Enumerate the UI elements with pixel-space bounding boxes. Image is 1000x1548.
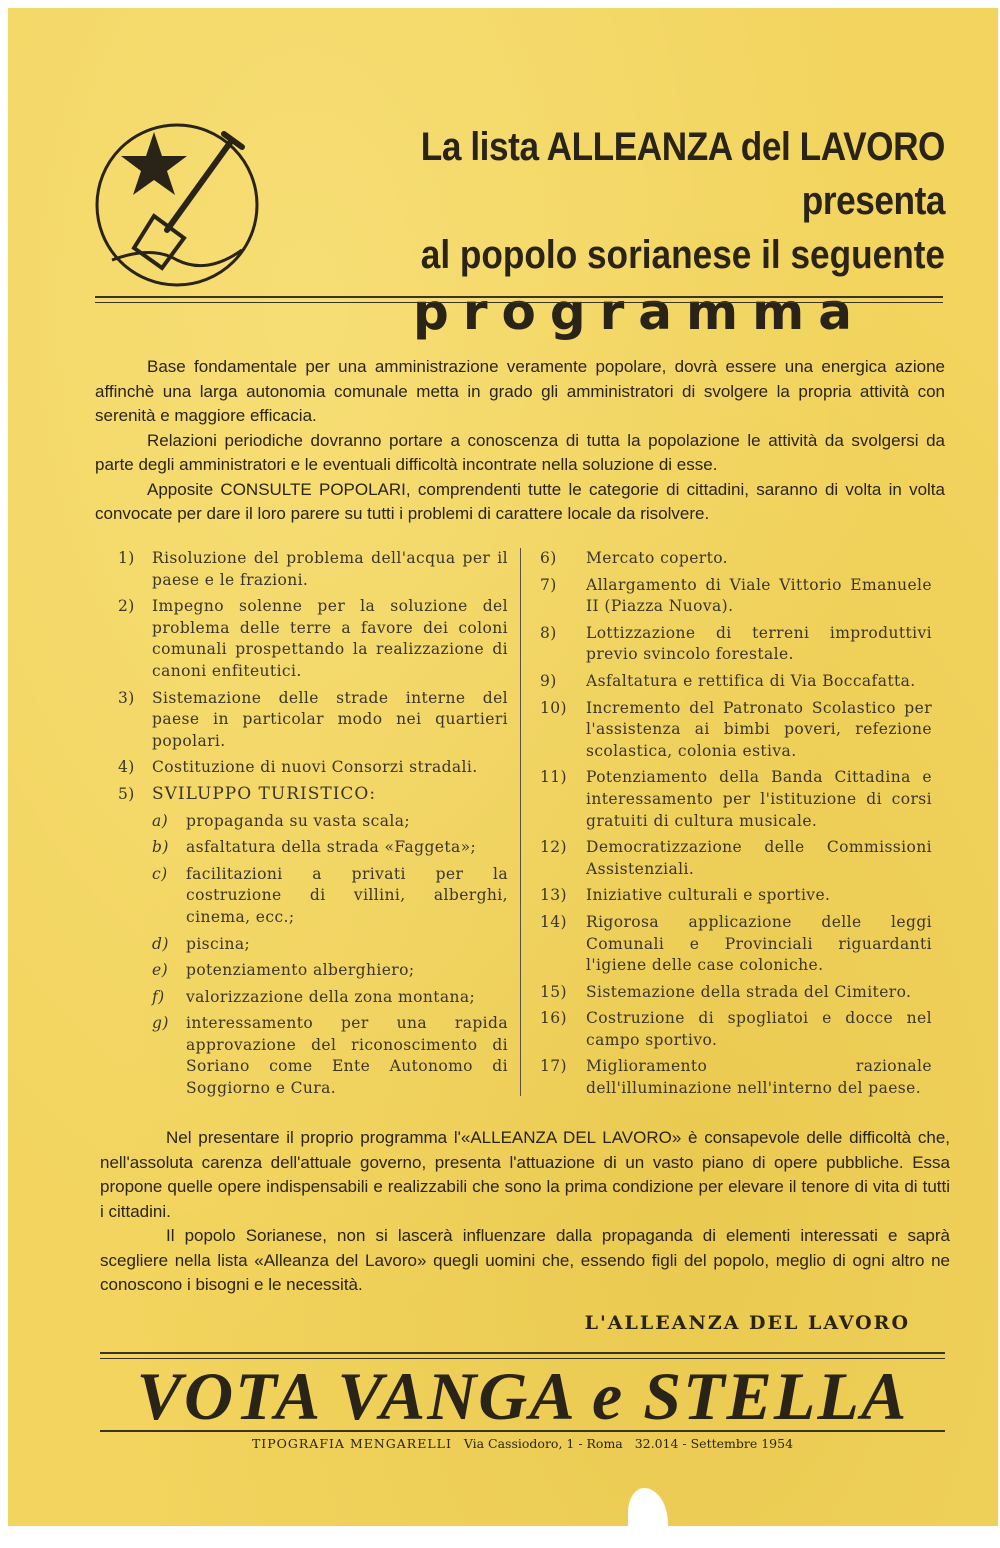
item-text: Incremento del Patronato Scolastico per l'assistenza ai bimbi poveri, refezione scolastica, colonia estiva. <box>586 698 932 760</box>
printer-imprint: TIPOGRAFIA MENGARELLI Via Cassiodoro, 1 - Roma 32.014 - Settembre 1954 <box>251 1436 794 1451</box>
item-text: Miglioramento razionale dell'illuminazione nell'interno del paese. <box>586 1057 932 1098</box>
item-text: Sistemazione delle strade interne del paese in particolar modo nei quartieri popolari. <box>152 688 508 750</box>
program-item <box>540 698 932 763</box>
program-item <box>540 548 932 570</box>
subitem-letter: b) <box>152 838 169 857</box>
program-item <box>540 837 932 880</box>
subitem-text: potenziamento alberghiero; <box>186 961 415 980</box>
header-divider <box>95 296 943 303</box>
item-text: SVILUPPO TURISTICO: <box>152 783 377 804</box>
program-item <box>118 596 508 682</box>
intro-paragraph: Relazioni periodiche dovranno portare a conoscenza di tutta la popolazione le attività da svolgersi da parte degli amministratori e le eventuali difficoltà incontrate nella soluzione di esse. <box>95 430 945 474</box>
column-divider <box>520 548 521 1096</box>
program-item <box>540 982 932 1004</box>
program-item <box>540 1008 932 1051</box>
headline-line-2: al popolo sorianese il seguente <box>420 233 945 277</box>
item-number: 6) <box>540 549 557 567</box>
item-number: 3) <box>118 688 135 707</box>
item-number: 10) <box>540 698 567 717</box>
headline <box>260 120 945 342</box>
item-number: 4) <box>118 758 135 777</box>
program-item <box>118 784 508 806</box>
program-item <box>540 1056 932 1099</box>
item-number: 17) <box>540 1057 567 1076</box>
printer-name: TIPOGRAFIA MENGARELLI <box>251 1436 452 1451</box>
intro-paragraph: Base fondamentale per una amministrazione veramente popolare, dovrà essere una energica azione affinchè una larga autonomia comunale metta in grado gli amministratori di svolgere la propria attività con serenità e maggiore efficacia. <box>95 357 945 425</box>
intro-paragraph: Apposite CONSULTE POPOLARI, comprendenti tutte le categorie di cittadini, saranno di volta in volta convocate per dare il loro parere su tutti i problemi di carattere locale da risolvere. <box>95 479 945 523</box>
signature: L'ALLEANZA DEL LAVORO <box>584 1312 910 1334</box>
item-number: 2) <box>118 597 135 616</box>
item-text: Potenziamento della Banda Cittadina e interessamento per l'istituzione di corsi gratuiti di cultura musicale. <box>586 768 932 830</box>
printer-number: 32.014 <box>634 1436 679 1451</box>
subitem-letter: a) <box>152 811 169 830</box>
item-number: 14) <box>540 912 567 931</box>
headline-programma: programma <box>413 283 866 341</box>
item-text: Democratizzazione delle Commissioni Assistenziali. <box>586 838 932 878</box>
subitem-letter: g) <box>152 1014 169 1033</box>
tourism-subitem <box>152 837 508 859</box>
program-item <box>540 671 932 693</box>
tourism-subitem <box>152 987 508 1009</box>
spade-handle <box>167 140 232 230</box>
item-text: Costruzione di spogliatoi e docce nel campo sportivo. <box>586 1009 932 1049</box>
program-item <box>540 767 932 832</box>
subitem-letter: c) <box>152 864 168 883</box>
item-text: Allargamento di Viale Vittorio Emanuele II (Piazza Nuova). <box>586 575 932 616</box>
subitem-text: propaganda su vasta scala; <box>186 811 410 830</box>
item-text: Costituzione di nuovi Consorzi stradali. <box>152 758 478 777</box>
tourism-subitem <box>152 1013 508 1099</box>
item-text: Iniziative culturali e sportive. <box>586 886 831 905</box>
subitem-letter: d) <box>152 934 169 953</box>
subitem-text: facilitazioni a privati per la costruzione di villini, alberghi, cinema, ecc.; <box>186 864 508 926</box>
program-item <box>540 912 932 977</box>
item-text: Sistemazione della strada del Cimitero. <box>586 982 912 1001</box>
program-item <box>118 688 508 753</box>
item-text: Rigorosa applicazione delle leggi Comunali e Provinciali riguardanti l'igiene delle case coloniche. <box>586 912 932 975</box>
intro-text <box>95 355 945 527</box>
subitem-letter: e) <box>152 961 169 980</box>
printer-address: Via Cassiodoro, 1 - Roma <box>463 1436 623 1451</box>
subitem-text: valorizzazione della zona montana; <box>186 987 476 1006</box>
program-column-right <box>540 548 932 1105</box>
slogan-divider-bottom <box>100 1430 945 1434</box>
program-item <box>540 575 932 618</box>
item-number: 16) <box>540 1009 567 1028</box>
program-item <box>118 548 508 591</box>
item-number: 13) <box>540 886 567 905</box>
subitem-text: piscina; <box>186 934 251 953</box>
item-text: Mercato coperto. <box>586 549 728 567</box>
item-number: 12) <box>540 838 567 857</box>
closing-paragraph: Il popolo Sorianese, non si lascerà influenzare dalla propaganda di elementi interessati e saprà scegliere nella lista «Alleanza del Lavoro» quegli uomini che, essendo figli del popolo, meglio di ogni altro ne conoscono i bisogni e le necessità. <box>100 1226 950 1294</box>
subitem-letter: f) <box>152 987 165 1006</box>
item-number: 1) <box>118 549 135 567</box>
slogan: VOTA VANGA e STELLA <box>136 1358 909 1434</box>
spade-and-star-emblem-icon <box>92 120 262 290</box>
item-number: 9) <box>540 671 557 690</box>
program-item <box>540 885 932 907</box>
closing-paragraph: Nel presentare il proprio programma l'«ALLEANZA DEL LAVORO» è consapevole delle difficoltà che, nell'assoluta carenza dell'attuale governo, presenta l'attuazione di un vasto piano di opere pubbliche. Essa propone quelle opere indispensabili e realizzabili che sono la prima condizione per elevare il tenore di vita di tutti i cittadini. <box>100 1128 950 1221</box>
headline-line-1: La lista ALLEANZA del LAVORO presenta <box>420 125 945 223</box>
item-number: 15) <box>540 982 567 1001</box>
tourism-subitem <box>152 934 508 956</box>
subitem-text: asfaltatura della strada «Faggeta»; <box>186 838 477 857</box>
tourism-subitem <box>152 960 508 982</box>
item-number: 5) <box>118 784 135 803</box>
item-text: Impegno solenne per la soluzione del problema delle terre a favore dei coloni comunali prospettando la realizzazione di canoni enfiteutici. <box>152 597 508 680</box>
item-text: Asfaltatura e rettifica di Via Boccafatta. <box>586 671 916 690</box>
item-number: 8) <box>540 623 557 642</box>
tourism-subitem <box>152 864 508 929</box>
torn-edge <box>628 1488 668 1548</box>
item-number: 7) <box>540 575 557 594</box>
closing-text <box>100 1126 950 1298</box>
tourism-subitem <box>152 811 508 833</box>
program-item <box>118 757 508 779</box>
item-number: 11) <box>540 768 567 787</box>
subitem-text: interessamento per una rapida approvazione del riconoscimento di Soriano come Ente Autonomo di Soggiorno e Cura. <box>186 1014 508 1098</box>
program-item <box>540 623 932 666</box>
program-column-left <box>118 548 508 1105</box>
item-text: Lottizzazione di terreni improduttivi previo svincolo forestale. <box>586 623 932 664</box>
printer-date: Settembre 1954 <box>690 1436 794 1451</box>
item-text: Risoluzione del problema dell'acqua per il paese e le frazioni. <box>152 549 508 589</box>
